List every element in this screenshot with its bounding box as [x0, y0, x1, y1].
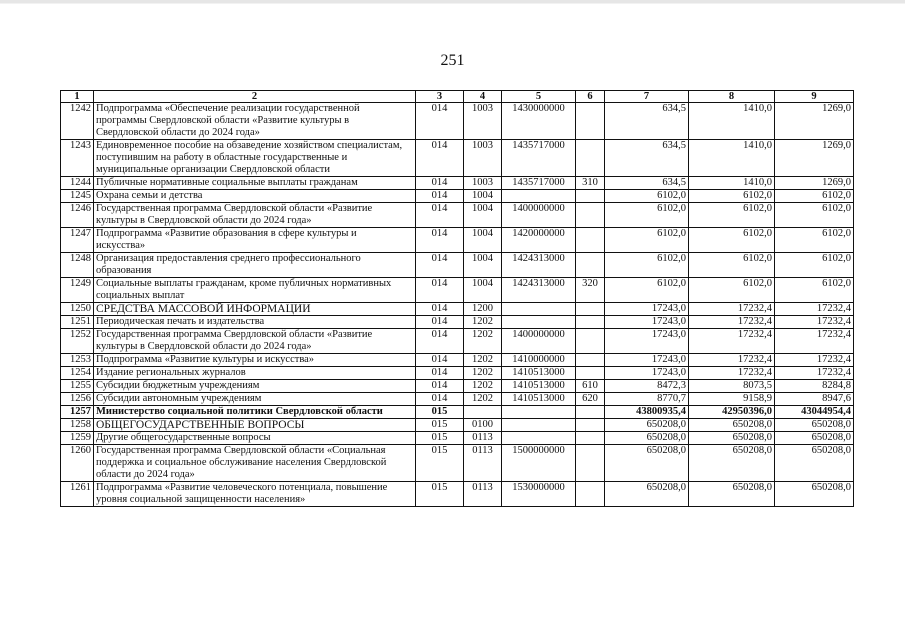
amount-2024: 17243,0	[605, 354, 689, 367]
row-name-line: культуры в Свердловской области до 2024 года»	[96, 215, 312, 226]
section-code: 1004	[464, 253, 502, 278]
amount-2025: 17232,4	[689, 329, 775, 354]
section-code: 1003	[464, 103, 502, 140]
amount-2025: 6102,0	[689, 190, 775, 203]
section-code: 0113	[464, 432, 502, 445]
row-number: 1258	[61, 419, 94, 432]
target-article-code: 1424313000	[502, 253, 576, 278]
row-number: 1250	[61, 303, 94, 316]
row-number: 1257	[61, 406, 94, 419]
amount-2024: 8770,7	[605, 393, 689, 406]
ministry-code: 014	[416, 140, 464, 177]
amount-2026: 650208,0	[775, 445, 854, 482]
table-row	[61, 445, 854, 482]
expense-type-code	[576, 303, 605, 316]
ministry-code: 014	[416, 303, 464, 316]
amount-2024: 650208,0	[605, 482, 689, 507]
amount-2024: 17243,0	[605, 329, 689, 354]
row-name-line: искусства»	[96, 240, 146, 251]
table-row	[61, 203, 854, 228]
column-header-6: 6	[576, 91, 605, 103]
expense-type-code	[576, 103, 605, 140]
amount-2024: 650208,0	[605, 419, 689, 432]
table-body	[61, 103, 854, 507]
expense-type-code	[576, 253, 605, 278]
section-code: 1004	[464, 203, 502, 228]
amount-2026: 1269,0	[775, 177, 854, 190]
expense-type-code: 620	[576, 393, 605, 406]
amount-2024: 650208,0	[605, 445, 689, 482]
budget-table	[60, 90, 854, 507]
amount-2025: 42950396,0	[689, 406, 775, 419]
amount-2025: 1410,0	[689, 140, 775, 177]
row-number: 1260	[61, 445, 94, 482]
target-article-code: 1530000000	[502, 482, 576, 507]
amount-2026: 650208,0	[775, 419, 854, 432]
row-name	[94, 406, 416, 419]
target-article-code: 1420000000	[502, 228, 576, 253]
row-number: 1253	[61, 354, 94, 367]
expense-type-code: 320	[576, 278, 605, 303]
ministry-code: 014	[416, 380, 464, 393]
row-name-line: ОБЩЕГОСУДАРСТВЕННЫЕ ВОПРОСЫ	[96, 419, 305, 431]
row-number: 1248	[61, 253, 94, 278]
ministry-code: 014	[416, 393, 464, 406]
ministry-code: 014	[416, 329, 464, 354]
column-header-5: 5	[502, 91, 576, 103]
amount-2025: 17232,4	[689, 316, 775, 329]
table-row	[61, 303, 854, 316]
section-code: 1202	[464, 393, 502, 406]
amount-2025: 1410,0	[689, 103, 775, 140]
row-number: 1245	[61, 190, 94, 203]
row-name-line: Организация предоставления среднего профессионального	[96, 253, 361, 264]
ministry-code: 014	[416, 177, 464, 190]
column-header-1: 1	[61, 91, 94, 103]
ministry-code: 014	[416, 190, 464, 203]
row-name-line: Охрана семьи и детства	[96, 190, 203, 201]
row-name	[94, 432, 416, 445]
table-row	[61, 329, 854, 354]
row-name-line: Социальные выплаты гражданам, кроме публичных нормативных	[96, 278, 392, 289]
amount-2026: 43044954,4	[775, 406, 854, 419]
row-name-line: области до 2024 года»	[96, 469, 195, 480]
target-article-code: 1410513000	[502, 393, 576, 406]
target-article-code: 1435717000	[502, 140, 576, 177]
ministry-code: 014	[416, 253, 464, 278]
row-name-line: Государственная программа Свердловской области «Социальная	[96, 445, 386, 456]
amount-2025: 17232,4	[689, 303, 775, 316]
row-name-line: Подпрограмма «Развитие культуры и искусства»	[96, 354, 315, 365]
row-name-line: поддержка и социальное обслуживание населения Свердловской	[96, 457, 387, 468]
target-article-code: 1410000000	[502, 354, 576, 367]
column-header-7: 7	[605, 91, 689, 103]
column-header-4: 4	[464, 91, 502, 103]
row-name	[94, 228, 416, 253]
expense-type-code	[576, 406, 605, 419]
row-name-line: уровня социальной защищенности населения»	[96, 494, 306, 505]
column-header-3: 3	[416, 91, 464, 103]
scan-edge-shadow	[0, 3, 905, 4]
section-code: 1202	[464, 367, 502, 380]
amount-2024: 43800935,4	[605, 406, 689, 419]
row-number: 1259	[61, 432, 94, 445]
table-row	[61, 177, 854, 190]
section-code: 1200	[464, 303, 502, 316]
section-code: 1004	[464, 278, 502, 303]
row-number: 1249	[61, 278, 94, 303]
row-name-line: Подпрограмма «Развитие образования в сфере культуры и	[96, 228, 357, 239]
expense-type-code	[576, 228, 605, 253]
column-header-8: 8	[689, 91, 775, 103]
section-code: 0113	[464, 482, 502, 507]
row-name-line: программы Свердловской области «Развитие культуры в	[96, 115, 350, 126]
ministry-code: 015	[416, 419, 464, 432]
expense-type-code	[576, 140, 605, 177]
row-name-line: Свердловской области до 2024 года»	[96, 127, 260, 138]
expense-type-code	[576, 482, 605, 507]
row-name	[94, 253, 416, 278]
expense-type-code: 310	[576, 177, 605, 190]
section-code: 1202	[464, 316, 502, 329]
row-number: 1255	[61, 380, 94, 393]
row-name-line: Подпрограмма «Обеспечение реализации государственной	[96, 103, 360, 114]
row-number: 1243	[61, 140, 94, 177]
header-row	[61, 91, 854, 103]
target-article-code: 1435717000	[502, 177, 576, 190]
amount-2024: 634,5	[605, 177, 689, 190]
expense-type-code	[576, 367, 605, 380]
amount-2025: 650208,0	[689, 445, 775, 482]
row-name-line: поступившим на работу в областные государственные и	[96, 152, 348, 163]
row-name-line: Периодическая печать и издательства	[96, 316, 265, 327]
row-number: 1244	[61, 177, 94, 190]
row-name	[94, 303, 416, 316]
amount-2026: 650208,0	[775, 482, 854, 507]
target-article-code	[502, 432, 576, 445]
amount-2025: 650208,0	[689, 419, 775, 432]
target-article-code: 1410513000	[502, 380, 576, 393]
table-header	[61, 91, 854, 103]
amount-2026: 1269,0	[775, 103, 854, 140]
amount-2026: 1269,0	[775, 140, 854, 177]
expense-type-code	[576, 203, 605, 228]
table-row	[61, 253, 854, 278]
target-article-code	[502, 190, 576, 203]
row-name-line: Министерство социальной политики Свердловской области	[96, 406, 383, 417]
row-name-line: Публичные нормативные социальные выплаты гражданам	[96, 177, 358, 188]
target-article-code: 1400000000	[502, 329, 576, 354]
amount-2025: 17232,4	[689, 354, 775, 367]
table-row	[61, 228, 854, 253]
row-name-line: Государственная программа Свердловской области «Развитие	[96, 203, 373, 214]
row-name-line: Субсидии бюджетным учреждениям	[96, 380, 260, 391]
amount-2026: 17232,4	[775, 329, 854, 354]
row-name-line: Издание региональных журналов	[96, 367, 246, 378]
expense-type-code	[576, 419, 605, 432]
row-name	[94, 354, 416, 367]
amount-2024: 6102,0	[605, 190, 689, 203]
amount-2024: 634,5	[605, 103, 689, 140]
amount-2025: 17232,4	[689, 367, 775, 380]
target-article-code	[502, 316, 576, 329]
amount-2024: 17243,0	[605, 316, 689, 329]
amount-2024: 6102,0	[605, 228, 689, 253]
target-article-code	[502, 303, 576, 316]
section-code: 1004	[464, 190, 502, 203]
row-number: 1242	[61, 103, 94, 140]
amount-2025: 1410,0	[689, 177, 775, 190]
amount-2025: 6102,0	[689, 228, 775, 253]
table-row	[61, 140, 854, 177]
row-number: 1251	[61, 316, 94, 329]
row-number: 1254	[61, 367, 94, 380]
expense-type-code	[576, 329, 605, 354]
amount-2025: 6102,0	[689, 278, 775, 303]
amount-2026: 6102,0	[775, 203, 854, 228]
amount-2024: 650208,0	[605, 432, 689, 445]
row-name	[94, 190, 416, 203]
target-article-code: 1500000000	[502, 445, 576, 482]
amount-2025: 9158,9	[689, 393, 775, 406]
amount-2026: 17232,4	[775, 367, 854, 380]
ministry-code: 014	[416, 278, 464, 303]
ministry-code: 014	[416, 103, 464, 140]
row-name-line: социальных выплат	[96, 290, 185, 301]
page-number: 251	[440, 52, 465, 69]
row-name-line: Государственная программа Свердловской области «Развитие	[96, 329, 373, 340]
row-name-line: культуры в Свердловской области до 2024 года»	[96, 341, 312, 352]
row-name-line: Субсидии автономным учреждениям	[96, 393, 262, 404]
amount-2026: 650208,0	[775, 432, 854, 445]
row-name	[94, 177, 416, 190]
row-number: 1247	[61, 228, 94, 253]
section-code	[464, 406, 502, 419]
column-header-2: 2	[94, 91, 416, 103]
amount-2025: 8073,5	[689, 380, 775, 393]
row-number: 1256	[61, 393, 94, 406]
target-article-code: 1430000000	[502, 103, 576, 140]
ministry-code: 014	[416, 354, 464, 367]
table-row	[61, 406, 854, 419]
row-name	[94, 103, 416, 140]
table-row	[61, 278, 854, 303]
expense-type-code	[576, 354, 605, 367]
amount-2026: 6102,0	[775, 278, 854, 303]
row-name	[94, 278, 416, 303]
amount-2024: 6102,0	[605, 278, 689, 303]
ministry-code: 015	[416, 445, 464, 482]
amount-2026: 17232,4	[775, 354, 854, 367]
row-name	[94, 380, 416, 393]
target-article-code: 1410513000	[502, 367, 576, 380]
row-name	[94, 419, 416, 432]
expense-type-code	[576, 445, 605, 482]
table-row	[61, 393, 854, 406]
table-row	[61, 432, 854, 445]
row-name	[94, 140, 416, 177]
row-name-line: Единовременное пособие на обзаведение хозяйством специалистам,	[96, 140, 403, 151]
amount-2025: 650208,0	[689, 482, 775, 507]
amount-2026: 17232,4	[775, 316, 854, 329]
row-name	[94, 445, 416, 482]
row-name-line: образования	[96, 265, 152, 276]
amount-2026: 6102,0	[775, 228, 854, 253]
amount-2024: 6102,0	[605, 253, 689, 278]
ministry-code: 014	[416, 228, 464, 253]
row-name	[94, 329, 416, 354]
table-row	[61, 380, 854, 393]
section-code: 1004	[464, 228, 502, 253]
table-row	[61, 316, 854, 329]
ministry-code: 015	[416, 406, 464, 419]
row-name	[94, 393, 416, 406]
row-name-line: СРЕДСТВА МАССОВОЙ ИНФОРМАЦИИ	[96, 303, 311, 315]
amount-2026: 17232,4	[775, 303, 854, 316]
target-article-code: 1424313000	[502, 278, 576, 303]
ministry-code: 014	[416, 367, 464, 380]
ministry-code: 014	[416, 316, 464, 329]
row-name	[94, 367, 416, 380]
target-article-code	[502, 419, 576, 432]
amount-2026: 8947,6	[775, 393, 854, 406]
amount-2024: 17243,0	[605, 303, 689, 316]
row-number: 1246	[61, 203, 94, 228]
target-article-code	[502, 406, 576, 419]
row-name-line: Подпрограмма «Развитие человеческого потенциала, повышение	[96, 482, 388, 493]
expense-type-code	[576, 190, 605, 203]
section-code: 1003	[464, 140, 502, 177]
row-number: 1252	[61, 329, 94, 354]
row-name-line: муниципальные организации Свердловской области	[96, 164, 330, 175]
table-row	[61, 103, 854, 140]
expense-type-code	[576, 432, 605, 445]
table-row	[61, 419, 854, 432]
amount-2024: 8472,3	[605, 380, 689, 393]
amount-2025: 650208,0	[689, 432, 775, 445]
table-row	[61, 482, 854, 507]
section-code: 1202	[464, 329, 502, 354]
row-number: 1261	[61, 482, 94, 507]
ministry-code: 014	[416, 203, 464, 228]
row-name	[94, 203, 416, 228]
amount-2026: 6102,0	[775, 253, 854, 278]
row-name	[94, 482, 416, 507]
expense-type-code	[576, 316, 605, 329]
section-code: 1003	[464, 177, 502, 190]
amount-2026: 6102,0	[775, 190, 854, 203]
section-code: 1202	[464, 354, 502, 367]
section-code: 0113	[464, 445, 502, 482]
amount-2025: 6102,0	[689, 203, 775, 228]
table-row	[61, 190, 854, 203]
ministry-code: 015	[416, 482, 464, 507]
amount-2024: 17243,0	[605, 367, 689, 380]
expense-type-code: 610	[576, 380, 605, 393]
amount-2025: 6102,0	[689, 253, 775, 278]
row-name	[94, 316, 416, 329]
target-article-code: 1400000000	[502, 203, 576, 228]
row-name-line: Другие общегосударственные вопросы	[96, 432, 271, 443]
table-row	[61, 354, 854, 367]
table-row	[61, 367, 854, 380]
column-header-9: 9	[775, 91, 854, 103]
section-code: 0100	[464, 419, 502, 432]
amount-2024: 634,5	[605, 140, 689, 177]
amount-2024: 6102,0	[605, 203, 689, 228]
amount-2026: 8284,8	[775, 380, 854, 393]
ministry-code: 015	[416, 432, 464, 445]
section-code: 1202	[464, 380, 502, 393]
